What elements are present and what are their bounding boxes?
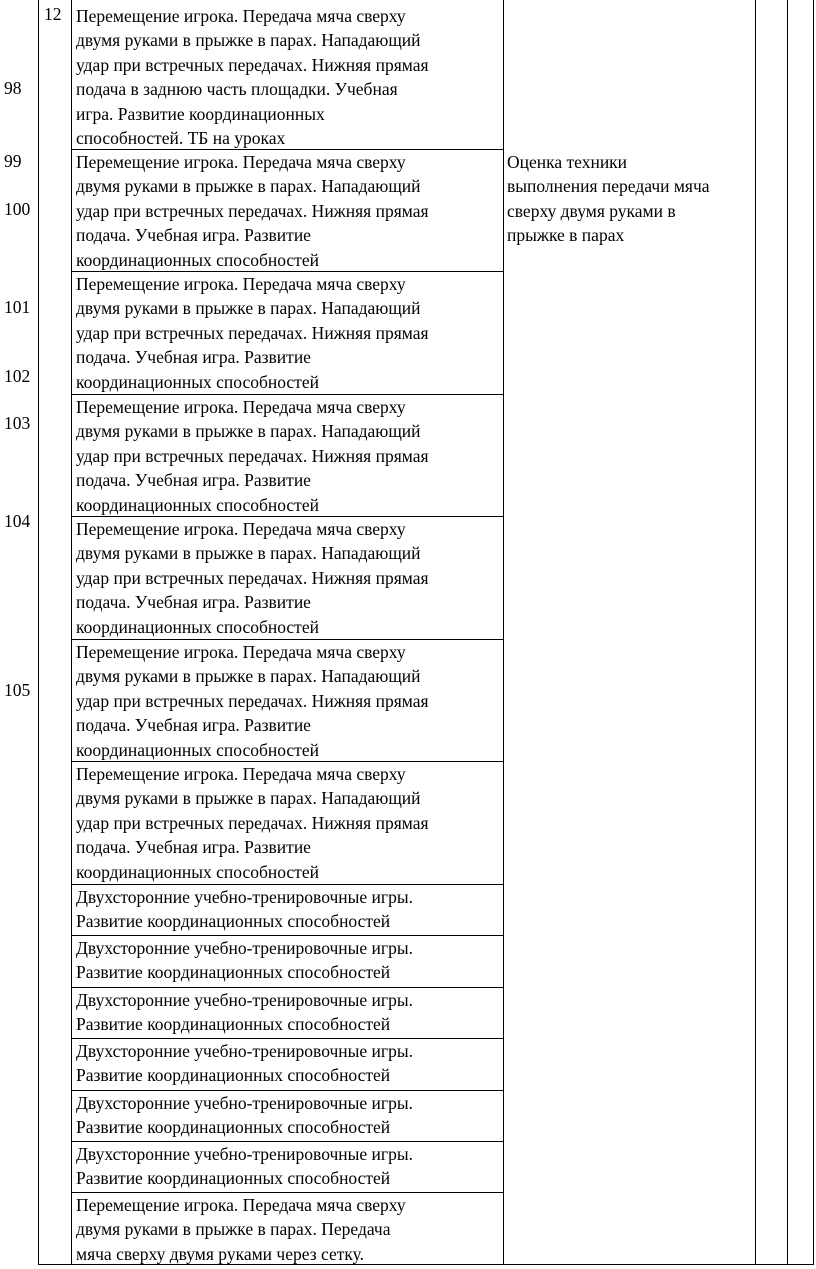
topic-line: Перемещение игрока. Передача мяча сверху — [76, 642, 406, 662]
table-row — [76, 4, 429, 150]
table-row — [76, 395, 429, 517]
topic-line: двумя руками в прыжке в парах. Нападающий — [76, 788, 421, 809]
lesson-number: 104 — [4, 511, 31, 531]
topic-line: подача. Учебная игра. Развитие — [76, 470, 311, 491]
topic-line: подача в заднюю часть площадки. Учебная — [76, 79, 398, 100]
topic-line: удар при встречных передачах. Нижняя прямая — [76, 322, 429, 343]
topic-line: Перемещение игрока. Передача мяча сверху — [76, 764, 406, 784]
lesson-number: 102 — [4, 366, 31, 386]
topic-line: двумя руками в прыжке в парах. Нападающий — [76, 421, 421, 442]
topic-line: Развитие координационных способностей — [76, 1014, 391, 1035]
table-border — [813, 0, 814, 1265]
topic-line: Развитие координационных способностей — [76, 1065, 391, 1086]
table-row — [76, 1091, 413, 1140]
topic-line: Перемещение игрока. Передача мяча сверху — [76, 397, 406, 417]
topic-line: двумя руками в прыжке в парах. Нападающий — [76, 176, 421, 197]
topic-line: Перемещение игрока. Передача мяча сверху — [76, 1195, 406, 1215]
topic-line: мяча сверху двумя руками через сетку. — [76, 1243, 365, 1264]
topic-line: двумя руками в прыжке в парах. Передача — [76, 1219, 391, 1240]
topic-line: двумя руками в прыжке в парах. Нападающий — [76, 30, 421, 51]
topic-line: двумя руками в прыжке в парах. Нападающий — [76, 298, 421, 319]
table-row — [76, 1142, 413, 1191]
assessment-line: Оценка техники — [507, 152, 628, 172]
topic-line: подача. Учебная игра. Развитие — [76, 225, 311, 246]
table-row — [76, 936, 413, 985]
assessment-line: выполнения передачи мяча — [507, 176, 710, 197]
topic-line: Двухсторонние учебно-тренировочные игры. — [76, 990, 413, 1010]
lesson-number: 98 — [4, 78, 22, 98]
topic-line: координационных способностей — [76, 616, 319, 637]
topic-line: удар при встречных передачах. Нижняя прямая — [76, 54, 429, 75]
table-border — [787, 0, 788, 1265]
topic-line: удар при встречных передачах. Нижняя прямая — [76, 445, 429, 466]
hours-cell: 12 — [44, 4, 62, 24]
topic-line: координационных способностей — [76, 494, 319, 515]
topic-line: Развитие координационных способностей — [76, 1168, 391, 1189]
topic-line: Двухсторонние учебно-тренировочные игры. — [76, 1144, 413, 1164]
topic-line: Перемещение игрока. Передача мяча сверху — [76, 519, 406, 539]
topic-line: двумя руками в прыжке в парах. Нападающий — [76, 543, 421, 564]
table-row — [76, 1193, 406, 1266]
lesson-number: 101 — [4, 297, 31, 317]
topic-line: координационных способностей — [76, 371, 319, 392]
assessment-cell — [507, 150, 710, 248]
lesson-number: 100 — [4, 199, 31, 219]
lesson-number: 103 — [4, 413, 31, 433]
table-border — [71, 0, 72, 1265]
topic-line: подача. Учебная игра. Развитие — [76, 715, 311, 736]
topic-line: Двухсторонние учебно-тренировочные игры. — [76, 1041, 413, 1061]
topic-line: Перемещение игрока. Передача мяча сверху — [76, 274, 406, 294]
topic-line: Двухсторонние учебно-тренировочные игры. — [76, 938, 413, 958]
table-row — [76, 640, 429, 762]
table-row — [76, 988, 413, 1037]
assessment-line: сверху двумя руками в — [507, 200, 676, 221]
table-row — [76, 150, 429, 272]
topic-line: удар при встречных передачах. Нижняя прямая — [76, 567, 429, 588]
topic-line: подача. Учебная игра. Развитие — [76, 592, 311, 613]
table-border — [503, 0, 504, 1265]
topic-line: Развитие координационных способностей — [76, 1117, 391, 1138]
topic-line: подача. Учебная игра. Развитие — [76, 837, 311, 858]
topic-line: координационных способностей — [76, 739, 319, 760]
lesson-number: 105 — [4, 680, 31, 700]
topic-line: Двухсторонние учебно-тренировочные игры. — [76, 887, 413, 907]
table-border — [38, 0, 39, 1265]
topic-line: способностей. ТБ на уроках — [76, 128, 286, 149]
topic-line: Развитие координационных способностей — [76, 962, 391, 983]
topic-line: удар при встречных передачах. Нижняя прямая — [76, 690, 429, 711]
topic-line: игра. Развитие координационных — [76, 103, 325, 124]
assessment-line: прыжке в парах — [507, 225, 625, 246]
topic-line: двумя руками в прыжке в парах. Нападающий — [76, 666, 421, 687]
table-row — [76, 885, 413, 934]
topic-line: удар при встречных передачах. Нижняя прямая — [76, 200, 429, 221]
table-row — [76, 517, 429, 639]
table-row — [76, 1039, 413, 1088]
topic-line: подача. Учебная игра. Развитие — [76, 347, 311, 368]
table-row — [76, 272, 429, 394]
topic-line: координационных способностей — [76, 249, 319, 270]
lesson-number: 99 — [4, 151, 22, 171]
topic-line: Развитие координационных способностей — [76, 911, 391, 932]
topic-line: Перемещение игрока. Передача мяча сверху — [76, 6, 406, 26]
topic-line: удар при встречных передачах. Нижняя прямая — [76, 812, 429, 833]
topic-line: Перемещение игрока. Передача мяча сверху — [76, 152, 406, 172]
table-row — [76, 762, 429, 884]
topic-line: координационных способностей — [76, 861, 319, 882]
table-border — [755, 0, 756, 1265]
topic-line: Двухсторонние учебно-тренировочные игры. — [76, 1093, 413, 1113]
